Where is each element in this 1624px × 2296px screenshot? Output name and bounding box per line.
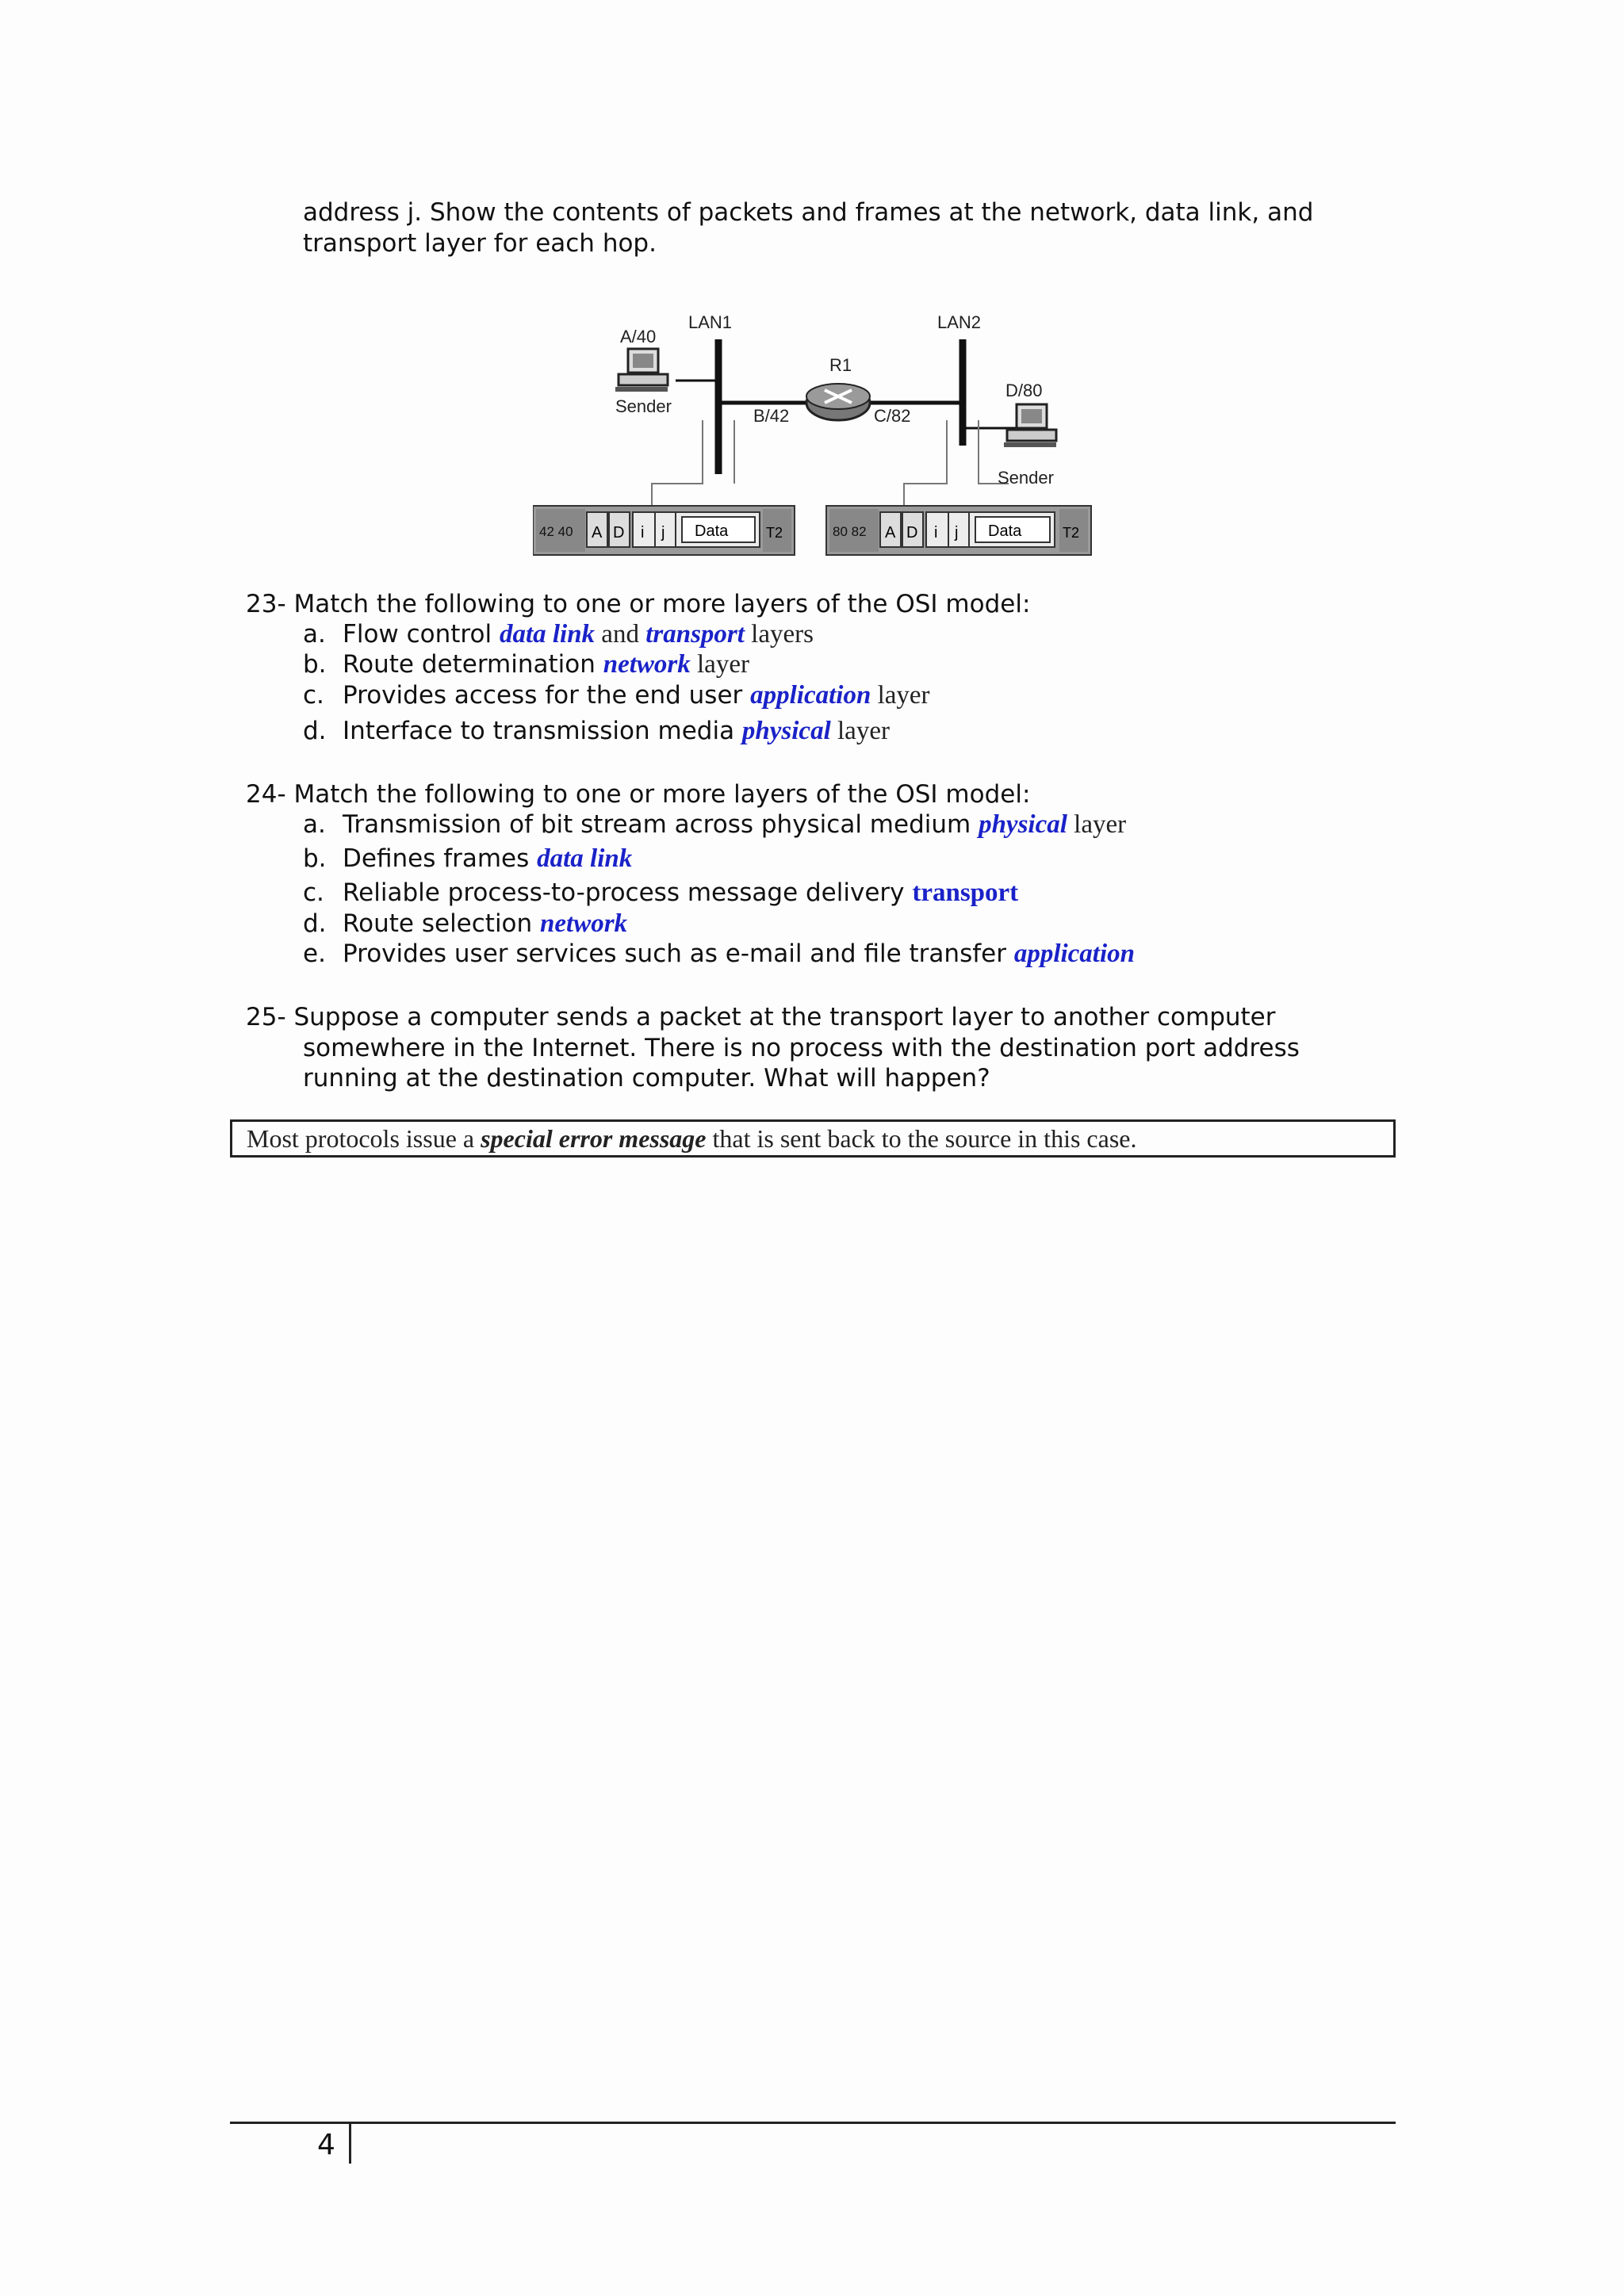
host-a-label: A/40 [620, 327, 657, 346]
answer-box-q25 [230, 1119, 1396, 1158]
network-diagram [533, 301, 1104, 563]
answer-post: that is sent back to the source in this case. [706, 1124, 1137, 1153]
frame2-a: A [885, 524, 896, 541]
q23-item-d-marker: d. [303, 717, 327, 745]
q24-item-a-marker: a. [303, 810, 326, 839]
q24-item-b-text: Defines frames [343, 844, 538, 873]
frame1-d: D [613, 524, 625, 541]
lan1-label: LAN1 [688, 312, 733, 332]
q24-item-d [303, 908, 627, 939]
q24-item-d-marker: d. [303, 909, 327, 938]
q23-item-a-answer-2: transport [645, 620, 745, 649]
frame-strip-1 [533, 506, 795, 555]
host-d-role: Sender [998, 468, 1054, 488]
q23-item-a-text: Flow control [343, 620, 500, 649]
q24-item-c [303, 877, 1018, 909]
answer-emphasis: special error message [481, 1124, 707, 1153]
q24-item-b [303, 843, 632, 874]
connector-right [904, 420, 947, 509]
q23-item-b-answer: network [603, 650, 691, 679]
q24-item-e-marker: e. [303, 939, 326, 968]
q24-item-a [303, 809, 1126, 840]
computer-icon [1004, 404, 1056, 447]
q24-item-e-text: Provides user services such as e-mail and file transfer [343, 939, 1014, 968]
q23-item-b-marker: b. [303, 650, 327, 679]
q24-item-b-answer: data link [537, 844, 633, 873]
frame2-d: D [906, 524, 918, 541]
q23-item-a-tail: layers [744, 620, 814, 649]
lan2-label: LAN2 [937, 312, 982, 332]
q24-item-a-text: Transmission of bit stream across physical medium [343, 810, 979, 839]
q23-stem: 23- Match the following to one or more layers of the OSI model: [246, 590, 1031, 618]
frame1-addr: 42 40 [539, 524, 573, 539]
q23-item-a-marker: a. [303, 620, 326, 649]
frame2-j: j [955, 524, 959, 541]
frame1-j: j [661, 524, 665, 541]
router-label: R1 [829, 355, 852, 375]
frame2-trailer: T2 [1063, 525, 1080, 541]
iface-c-label: C/82 [874, 406, 911, 426]
q24-stem: 24- Match the following to one or more layers of the OSI model: [246, 780, 1031, 809]
footer-separator [349, 2122, 351, 2164]
q23-item-d-tail: layer [830, 717, 890, 745]
router-icon [806, 384, 870, 420]
host-d-label: D/80 [1005, 381, 1043, 400]
q24-item-c-answer: transport [912, 878, 1019, 907]
q23-item-c-answer: application [750, 681, 871, 710]
q23-item-d [303, 715, 890, 747]
q24-item-e-answer: application [1013, 939, 1135, 968]
answer-pre: Most protocols issue a [247, 1124, 481, 1153]
q23-item-a-answer-1: data link [499, 620, 596, 649]
q23-item-a-mid: and [595, 620, 646, 649]
q25-line-2: somewhere in the Internet. There is no process with the destination port address [303, 1034, 1300, 1062]
frame2-data: Data [988, 522, 1022, 540]
q24-item-a-tail: layer [1067, 810, 1127, 839]
q23-item-c [303, 679, 930, 711]
intro-line-2: transport layer for each hop. [303, 229, 657, 258]
q23-item-a [303, 618, 814, 650]
connector-left [652, 420, 703, 509]
q23-item-b [303, 649, 749, 680]
q25-line-3: running at the destination computer. What will happen? [303, 1064, 990, 1093]
intro-line-1: address j. Show the contents of packets and frames at the network, data link, and [303, 198, 1314, 227]
q23-item-d-text: Interface to transmission media [343, 717, 742, 745]
frame2-i: i [934, 524, 938, 541]
frame1-a: A [592, 524, 603, 541]
q24-item-b-marker: b. [303, 844, 327, 873]
q23-item-d-answer: physical [741, 717, 831, 745]
q23-item-c-tail: layer [871, 681, 930, 710]
frame2-addr: 80 82 [833, 524, 867, 539]
host-a-role: Sender [615, 396, 672, 416]
q24-item-d-text: Route selection [343, 909, 541, 938]
frame1-data: Data [695, 522, 729, 540]
q23-item-c-marker: c. [303, 681, 324, 710]
q24-item-e [303, 938, 1135, 970]
frame-strip-2 [826, 506, 1091, 555]
q23-item-c-text: Provides access for the end user [343, 681, 751, 710]
q24-item-c-marker: c. [303, 878, 324, 907]
q24-item-c-text: Reliable process-to-process message delivery [343, 878, 913, 907]
q23-item-b-text: Route determination [343, 650, 603, 679]
footer-rule [230, 2122, 1396, 2124]
iface-b-label: B/42 [753, 406, 790, 426]
frame1-i: i [641, 524, 645, 541]
q24-item-a-answer: physical [979, 810, 1067, 839]
frame1-trailer: T2 [766, 525, 783, 541]
q25-line-1: 25- Suppose a computer sends a packet at the transport layer to another computer [246, 1003, 1276, 1031]
q24-item-d-answer: network [540, 909, 628, 938]
page-number: 4 [317, 2129, 335, 2161]
computer-icon [615, 349, 668, 392]
q23-item-b-tail: layer [690, 650, 749, 679]
